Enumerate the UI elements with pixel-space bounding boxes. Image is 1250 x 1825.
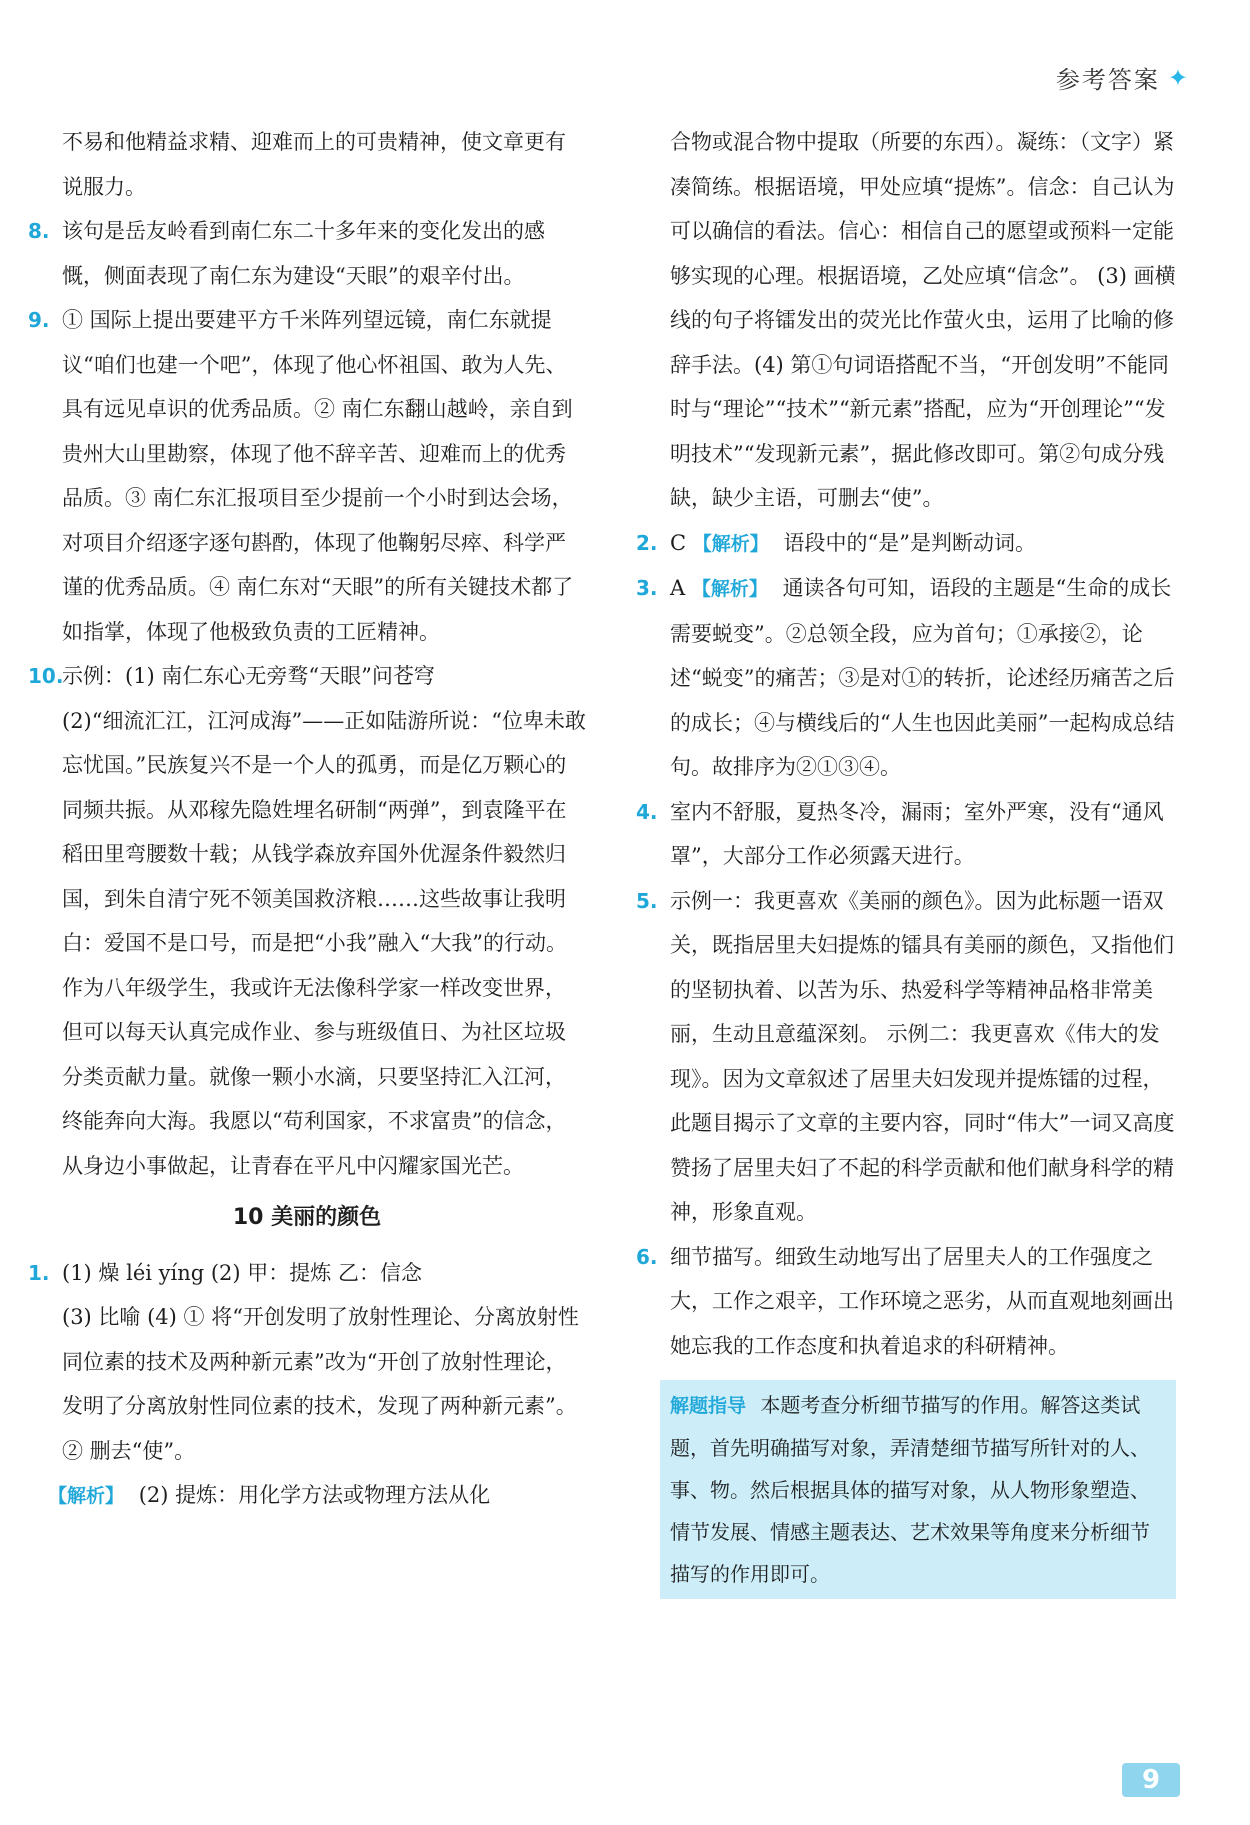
section-title: 10 美丽的颜色 <box>232 1205 382 1230</box>
answer-item-9 <box>28 298 586 654</box>
analysis-text: (2) 提炼：用化学方法或物理方法从化 <box>138 1483 491 1507</box>
answer-item-5 <box>636 879 1176 1235</box>
column-divider <box>608 120 609 1740</box>
solving-tip-box <box>660 1380 1176 1599</box>
item-text: 室内不舒服，夏热冬冷，漏雨；室外严寒，没有“通风罩”，大部分工作必须露天进行。 <box>670 799 1164 868</box>
item-text: 该句是岳友岭看到南仁东二十多年来的变化发出的感慨，侧面表现了南仁东为建设“天眼”的艰辛付出。 <box>62 219 545 288</box>
answer-item-3 <box>636 566 1176 790</box>
answer-item-4 <box>636 790 1176 879</box>
left-column <box>28 120 586 1519</box>
answer-item-10 <box>28 654 586 699</box>
analysis-block <box>28 1473 586 1519</box>
item-number: 6. <box>636 1244 658 1269</box>
item-text: 示例：(1) 南仁东心无旁骛“天眼”问苍穹 <box>62 664 435 688</box>
answer-item-8 <box>28 209 586 298</box>
item-number: 9. <box>28 308 50 332</box>
tip-text: 本题考查分析细节描写的作用。解答这类试题，首先明确描写对象，弄清楚细节描写所针对的人、事、物。然后根据具体的描写对象，从人物形象塑造、情节发展、情感主题表达、艺术效果等角度来分析细节描写的作用即可。 <box>670 1393 1150 1586</box>
item-number: 1. <box>28 1260 50 1285</box>
item-text: ① 国际上提出要建平方千米阵列望远镜，南仁东就提议“咱们也建一个吧”，体现了他心怀祖国、敢为人先、具有远见卓识的优秀品质。② 南仁东翻山越岭，亲自到贵州大山里勘察，体现了他不辞辛苦、迎难而上的优秀品质。③ 南仁东汇报项目至少提前一个小时到达会场，对项目介绍逐字逐句斟酌，体现了他鞠躬尽瘁、科学严谨的优秀品质。④ 南仁东对“天眼”的所有关键技术都了如指掌，体现了他极致负责的工匠精神。 <box>62 308 574 644</box>
answer-item-6 <box>636 1235 1176 1369</box>
item-answer: C <box>670 530 687 555</box>
item-answer: A <box>670 576 686 600</box>
analysis-tag: 【解析】 <box>691 578 768 600</box>
item-text: 细节描写。细致生动地写出了居里夫人的工作强度之大，工作之艰辛，工作环境之恶劣，从而直观地刻画出她忘我的工作态度和执着追求的科研精神。 <box>670 1244 1174 1358</box>
item-text: 示例一：我更喜欢《美丽的颜色》。因为此标题一语双关，既指居里夫妇提炼的镭具有美丽的颜色，又指他们的坚韧执着、以苦为乐、热爱科学等精神品格非常美丽，生动且意蕴深刻。 示例二：我更喜欢《伟大的发现》。因为文章叙述了居里夫妇发现并提炼镭的过程，此题目揭示了文章的主要内容，同时“伟大”一词又高度赞扬了居里夫妇了不起的科学贡献和他们献身科学的精神，形象直观。 <box>670 888 1175 1224</box>
header-title: 参考答案 <box>1055 66 1160 94</box>
right-column <box>636 120 1176 1599</box>
item-number: 5. <box>636 888 658 913</box>
analysis-tag: 【解析】 <box>692 532 769 555</box>
answer-item-1 <box>28 1251 586 1296</box>
analysis-tag: 【解析】 <box>48 1485 125 1507</box>
right-lead-text: 合物或混合物中提取（所要的东西）。凝练：（文字）紧凑简练。根据语境，甲处应填“提炼”。信念：自己认为可以确信的看法。信心：相信自己的愿望或预料一定能够实现的心理。根据语境，乙处应填“信念”。 (3) 画横线的句子将镭发出的荧光比作萤火虫，运用了比喻的修辞手法。(4) 第①句词语搭配不当，“开创发明”不能同时与“理论”“技术”“新元素”搭配，应为“开创理论”“发明技术”“发现新元素”，据此修改即可。第②句成分残缺，缺少主语，可删去“使”。 <box>670 130 1176 510</box>
item-number: 8. <box>28 219 50 243</box>
page-header <box>1056 60 1188 95</box>
answer-item-2 <box>636 521 1176 567</box>
tip-tag: 解题指导 <box>670 1395 747 1417</box>
item-text: 语段中的“是”是判断动词。 <box>783 530 1036 555</box>
item-number: 10. <box>28 664 64 688</box>
answer-item-10-part2: (2)“细流汇江，江河成海”——正如陆游所说：“位卑未敢忘忧国。”民族复兴不是一个人的孤勇，而是亿万颗心的同频共振。从邓稼先隐姓埋名研制“两弹”，到袁隆平在稻田里弯腰数十载；从钱学森放弃国外优渥条件毅然归国，到朱自清宁死不领美国救济粮……这些故事让我明白：爱国不是口号，而是把“小我”融入“大我”的行动。作为八年级学生，我或许无法像科学家一样改变世界，但可以每天认真完成作业、参与班级值日、为社区垃圾分类贡献力量。就像一颗小水滴，只要坚持汇入江河，终能奔向大海。我愿以“苟利国家，不求富贵”的信念，从身边小事做起，让青春在平凡中闪耀家国光芒。 <box>62 708 586 1178</box>
left-lead-text: 不易和他精益求精、迎难而上的可贵精神，使文章更有说服力。 <box>62 130 566 199</box>
page-number-badge: 9 <box>1122 1763 1180 1797</box>
item-text: 通读各句可知，语段的主题是“生命的成长需要蜕变”。②总领全段，应为首句；①承接②，论述“蜕变”的痛苦；③是对①的转折，论述经历痛苦之后的成长；④与横线后的“人生也因此美丽”一起构成总结句。故排序为②①③④。 <box>670 576 1175 779</box>
item-number: 4. <box>636 799 658 824</box>
sparkle-star-icon: ✦ <box>1167 63 1188 92</box>
item-number: 2. <box>636 530 658 555</box>
answer-item-1-line2: (3) 比喻 (4) ① 将“开创发明了放射性理论、分离放射性同位素的技术及两种新元素”改为“开创了放射性理论，发明了分离放射性同位素的技术，发现了两种新元素”。 ② 删去“使”。 <box>62 1305 579 1463</box>
item-text-line1: (1) 燥 léi yíng (2) 甲：提炼 乙：信念 <box>62 1260 422 1285</box>
item-number: 3. <box>636 576 658 600</box>
